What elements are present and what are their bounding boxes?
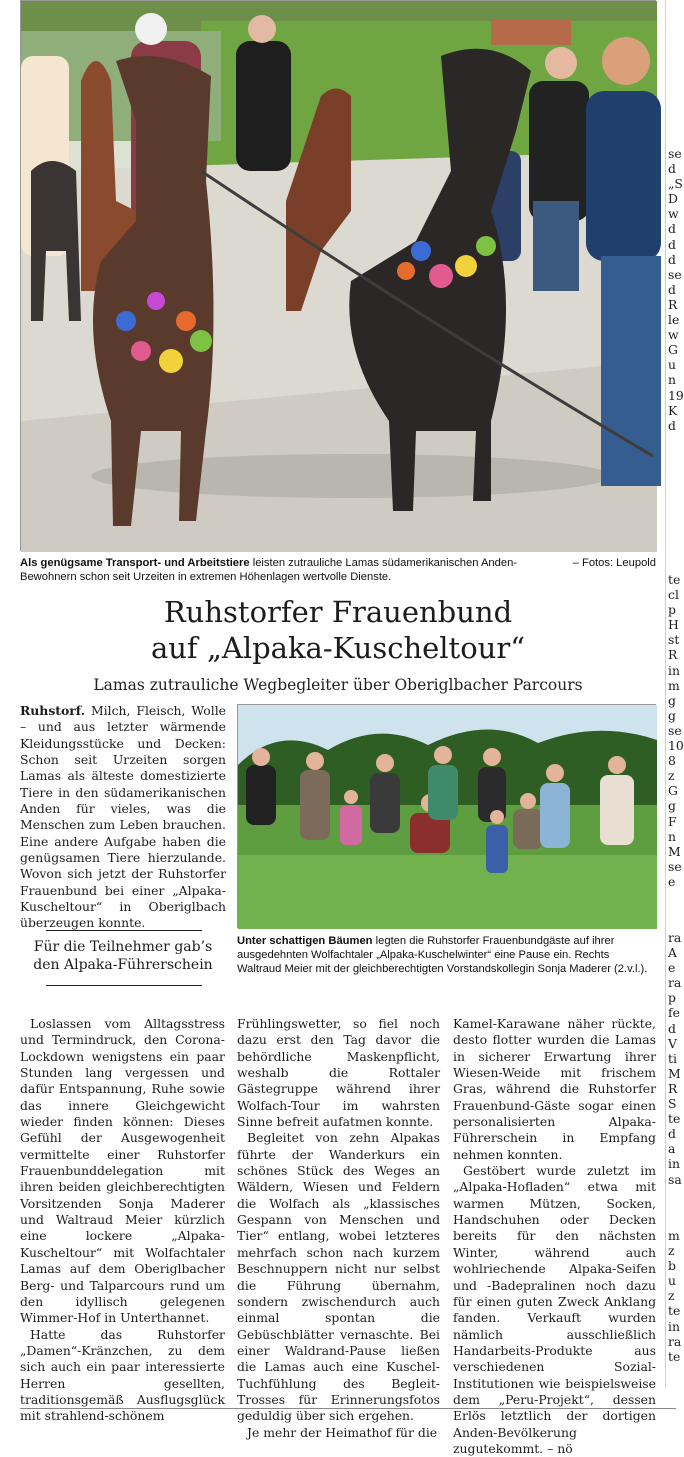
body-column-1 bbox=[20, 1016, 225, 1425]
paragraph: Je mehr der Heimathof für die bbox=[247, 1424, 438, 1440]
paragraph: Kamel-Karawane näher rückte, desto flotter wurden die Lamas in sicherer Erwartung ihrer Wiesen-Weide mit frischem Gras, während die Ruhstorfer Frauenbund-Gäste sogar einen personalisierten Alpaka-Führerschein in Empfang nehmen konnten. bbox=[453, 1016, 656, 1162]
photo-caption bbox=[20, 556, 656, 584]
paragraph: Hatte das Ruhstorfer „Damen“-Kränzchen, zu dem sich auch ein paar interessierte Herren gesellten, traditionsgemäß Ausflugsglück mit strahlend-schönem bbox=[20, 1326, 225, 1424]
photo-credit: – Fotos: Leupold bbox=[572, 557, 656, 569]
group-photo-caption bbox=[237, 934, 656, 976]
paragraph: Begleitet von zehn Alpakas führte der Wanderkurs ein schönes Stück des Weges an Wäldern, Wiesen und Feldern die Wolfach als „klassisches Gespann von Menschen und Tier“ entlang, wobei letzteres mehrfach schon nach kurzem Beschnuppern nicht nur selbst die Führung übernahm, sondern zwischendurch auch einmal spontan die Gebüschblätter vernaschte. Bei einer Waldrand-Pause ließen die Lamas auch eine Kuschel-Tuchfühlung des Begleit-Trosses für Erinnerungsfotos geduldig über sich ergehen. bbox=[237, 1130, 440, 1424]
page-bottom-rule bbox=[20, 1408, 676, 1409]
subheadline: Lamas zutrauliche Wegbegleiter über Oberiglbacher Parcours bbox=[93, 676, 583, 694]
neighbor-column-fragment: se d „S D w d d d se d R le w G u n 19 K d bbox=[668, 146, 684, 433]
lead-text: Milch, Fleisch, Wolle – und aus letzter wärmende Kleidungsstücke und Decken: Schon seit Urzeiten sorgen Lamas als älteste domestizierte Tiere in den südamerikanischen Anden für vieles, was die Menschen zum Leben brauchen. Eine andere Aufgabe haben die genügsamen Tiere hierzulande. Wovon sich jetzt der Ruhstorfer Frauenbund bei einer „Alpaka-Kuscheltour“ in Oberiglbach überzeugen konnte. bbox=[20, 703, 226, 931]
group-caption-lead: Unter schattigen Bäumen bbox=[237, 935, 373, 947]
lama-photo bbox=[20, 0, 656, 551]
neighbor-column-fragment: te cl p H st R in m g g se 10 8 z G g F n M se e bbox=[668, 572, 684, 889]
caption-text: leisten zutrauliche Lamas südamerikanischen Anden-Bewohnern schon seit Urzeiten in extremen Höhenlagen wertvolle Dienste. bbox=[20, 557, 518, 583]
group-photo-illustration bbox=[238, 705, 657, 929]
paragraph: Loslassen vom Alltagsstress und Termindruck, den Corona-Lockdown wenigstens ein paar Stunden lang vergessen und dafür Entspannung, Ruhe sowie das innere Gleichgewicht wieder finden können: Dieses Gefühl der Ausgewogenheit vermittelte einer Ruhstorfer Frauenbunddelegation mit ihren beiden gleichberechtigten Vorsitzenden Sonja Maderer und Waltraud Meier kürzlich eine lockere „Alpaka-Kuscheltour“ mit Wolfachtaler Lamas auf dem Oberiglbacher Berg- und Talparcours rund um den idyllisch gelegenen Wimmer-Hof in Unterthannet. bbox=[20, 1016, 225, 1326]
info-box-line-1: Für die Teilnehmer gab’s bbox=[33, 939, 213, 955]
lama-photo-illustration bbox=[21, 1, 657, 552]
box-rule-top bbox=[46, 930, 202, 931]
paragraph bbox=[453, 1163, 656, 1457]
headline-line-2: auf „Alpaka-Kuscheltour“ bbox=[150, 631, 526, 665]
column-divider bbox=[665, 0, 666, 1388]
box-rule-bottom bbox=[46, 985, 202, 986]
body-column-2 bbox=[237, 1016, 440, 1441]
body-column-3 bbox=[453, 1016, 656, 1457]
dateline: Ruhstorf. bbox=[20, 703, 86, 718]
lead-paragraph bbox=[20, 703, 226, 932]
group-photo bbox=[237, 704, 656, 928]
group-caption-text: legten die Ruhstorfer Frauenbundgäste auf ihrer ausgedehnten Wolfachtaler „Alpaka-Kuschelwinter“ eine Pause ein. Rechts Waltraud Meier mit der gleichberechtigten Vorstandskollegin Sonja Maderer (2.v.l.). bbox=[237, 935, 648, 975]
neighbor-column-fragment: m z b u z te in ra te bbox=[668, 1228, 682, 1364]
headline-line-1: Ruhstorfer Frauenbund bbox=[163, 595, 513, 629]
neighbor-column-fragment: ra A e ra p fe d V ti M R S te d a in sa bbox=[668, 930, 682, 1187]
author-signature: – nö bbox=[547, 1440, 573, 1456]
paragraph: Frühlingswetter, so fiel noch dazu erst den Tag davor die behördliche Maskenpflicht, weshalb die Rottaler Gästegruppe während ihrer Wolfach-Tour im wahrsten Sinne befreit aufatmen konnte. bbox=[237, 1016, 440, 1130]
info-box bbox=[20, 938, 226, 974]
caption-lead: Als genügsame Transport- und Arbeitstiere bbox=[20, 557, 250, 569]
paragraph-text: Gestöbert wurde zuletzt im „Alpaka-Hofladen“ etwa mit warmen Mützen, Socken, Handschuhen oder Decken bereits für den nächsten Winter, während auch wohlriechende Alpaka-Seifen und -Badepralinen noch dazu für einen guten Zweck Anklang fanden. Verkauft wurden nämlich ausschließlich Handarbeits-Produkte aus verschiedenen Sozial-Institutionen wie beispielsweise dem „Peru-Projekt“, dessen Erlös letztlich der dortigen Anden-Bevölkerung zugutekommt. bbox=[453, 1163, 656, 1456]
info-box-line-2: den Alpaka-Führerschein bbox=[33, 957, 213, 973]
